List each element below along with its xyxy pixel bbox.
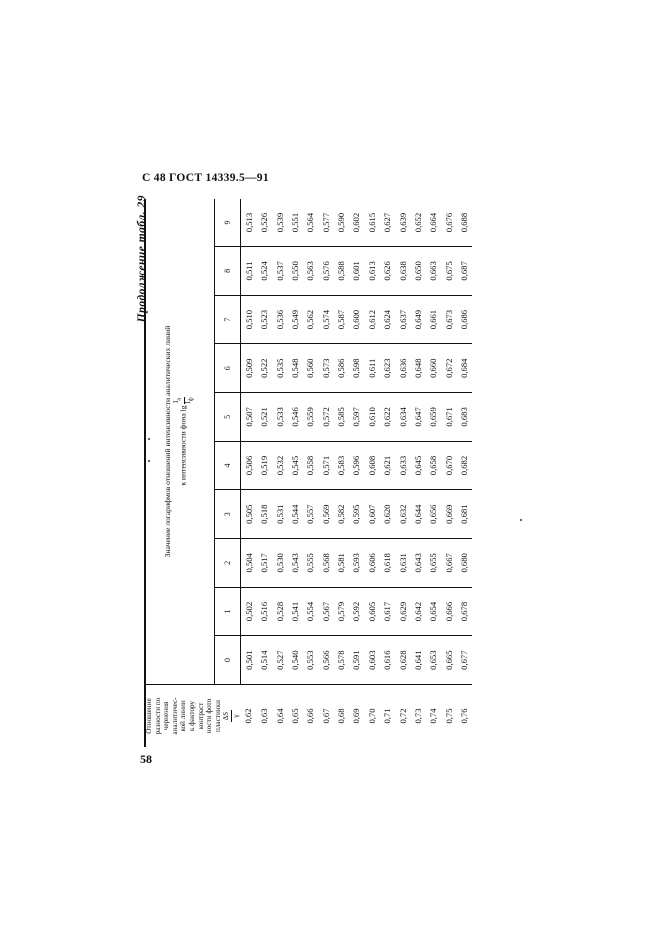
table-cell: 0,578 bbox=[333, 636, 348, 685]
table-cell: 0,506 bbox=[241, 441, 257, 490]
row-header-line: к фактору bbox=[187, 700, 196, 732]
table-cell: 0,555 bbox=[303, 539, 318, 588]
lg-den-symbol: I bbox=[183, 401, 192, 404]
table-row bbox=[241, 199, 257, 747]
table-cell: 0,673 bbox=[441, 295, 456, 344]
table-cell: 0,576 bbox=[318, 247, 333, 296]
table-cell: 0,568 bbox=[318, 539, 333, 588]
table-cell: 0,535 bbox=[272, 344, 287, 393]
table-cell: 0,509 bbox=[241, 344, 257, 393]
page-header: С 48 ГОСТ 14339.5—91 bbox=[142, 172, 269, 184]
table-cell: 0,684 bbox=[457, 344, 472, 393]
table-cell: 0,522 bbox=[256, 344, 271, 393]
row-label: 0,74 bbox=[426, 685, 441, 748]
table-cell: 0,650 bbox=[410, 247, 425, 296]
table-cell: 0,531 bbox=[272, 490, 287, 539]
table-cell: 0,596 bbox=[349, 441, 364, 490]
row-header-text bbox=[145, 685, 241, 747]
table-cell: 0,585 bbox=[333, 393, 348, 442]
table-cell: 0,511 bbox=[241, 247, 257, 296]
table-cell: 0,611 bbox=[364, 344, 379, 393]
table-cell: 0,647 bbox=[410, 393, 425, 442]
table-cell: 0,680 bbox=[457, 539, 472, 588]
table-cell: 0,569 bbox=[318, 490, 333, 539]
column-number-7: 7 bbox=[214, 295, 240, 344]
row-header-line: Отношение bbox=[145, 698, 153, 734]
table-cell: 0,663 bbox=[426, 247, 441, 296]
table-cell: 0,602 bbox=[351, 212, 362, 233]
row-label: 0,70 bbox=[364, 685, 379, 748]
table-cell: 0,622 bbox=[380, 393, 395, 442]
table-cell: 0,654 bbox=[426, 587, 441, 636]
table-cell: 0,615 bbox=[366, 212, 377, 233]
table-row bbox=[303, 199, 318, 747]
table-cell: 0,573 bbox=[318, 344, 333, 393]
row-header-line: чернения bbox=[162, 701, 171, 731]
table-cell: 0,577 bbox=[320, 212, 331, 233]
table-cell: 0,543 bbox=[287, 539, 302, 588]
table-cell: 0,536 bbox=[272, 295, 287, 344]
table-cell: 0,588 bbox=[333, 247, 348, 296]
table-body bbox=[241, 199, 472, 747]
table-cell: 0,618 bbox=[380, 539, 395, 588]
table-cell: 0,681 bbox=[457, 490, 472, 539]
row-header-line: аналитичес- bbox=[170, 697, 179, 735]
fraction-denominator: γ bbox=[231, 714, 240, 718]
table-cell: 0,539 bbox=[274, 212, 285, 233]
table-cell: 0,666 bbox=[441, 587, 456, 636]
table-cell: 0,549 bbox=[287, 295, 302, 344]
table-cell: 0,656 bbox=[426, 490, 441, 539]
table-cell: 0,633 bbox=[395, 441, 410, 490]
table-cell: 0,592 bbox=[349, 587, 364, 636]
table-cell: 0,574 bbox=[318, 295, 333, 344]
table-cell: 0,558 bbox=[303, 441, 318, 490]
table-row bbox=[426, 199, 441, 747]
row-header-fraction bbox=[222, 710, 240, 723]
table-cell: 0,676 bbox=[443, 212, 454, 233]
row-label: 0,62 bbox=[241, 685, 257, 748]
table-cell: 0,514 bbox=[256, 636, 271, 685]
lg-denominator bbox=[185, 397, 195, 403]
table-cell: 0,586 bbox=[333, 344, 348, 393]
table-cell: 0,678 bbox=[457, 587, 472, 636]
row-header-cell bbox=[145, 685, 241, 748]
table-cell: 0,545 bbox=[287, 441, 302, 490]
table-cell: 0,567 bbox=[318, 587, 333, 636]
table-cell: 0,507 bbox=[241, 393, 257, 442]
table-cell: 0,537 bbox=[272, 247, 287, 296]
row-label: 0,67 bbox=[318, 685, 333, 748]
group-header-line2-text: к интенсивности фона lg bbox=[179, 405, 189, 486]
table-cell: 0,554 bbox=[303, 587, 318, 636]
table-cell: 0,553 bbox=[303, 636, 318, 685]
table-cell: 0,591 bbox=[349, 636, 364, 685]
table-cell: 0,502 bbox=[241, 587, 257, 636]
table-cell: 0,548 bbox=[287, 344, 302, 393]
table-cell: 0,636 bbox=[395, 344, 410, 393]
table-cell: 0,532 bbox=[272, 441, 287, 490]
table-cell: 0,550 bbox=[287, 247, 302, 296]
table-cell: 0,634 bbox=[395, 393, 410, 442]
table-cell: 0,526 bbox=[259, 212, 270, 233]
table-row bbox=[380, 199, 395, 747]
table-cell: 0,600 bbox=[349, 295, 364, 344]
scan-speck bbox=[520, 519, 522, 521]
table-cell: 0,572 bbox=[318, 393, 333, 442]
table-cell: 0,513 bbox=[243, 212, 254, 233]
table-cell: 0,638 bbox=[395, 247, 410, 296]
row-label: 0,68 bbox=[333, 685, 348, 748]
table-cell: 0,603 bbox=[364, 636, 379, 685]
table-cell: 0,683 bbox=[457, 393, 472, 442]
table-cell: 0,517 bbox=[256, 539, 271, 588]
row-header-line: кой линии bbox=[179, 700, 188, 732]
table-cell: 0,605 bbox=[364, 587, 379, 636]
table-cell: 0,530 bbox=[272, 539, 287, 588]
table-cell: 0,564 bbox=[305, 212, 316, 233]
page-number: 58 bbox=[140, 752, 152, 766]
table-cell: 0,518 bbox=[256, 490, 271, 539]
table-row bbox=[256, 199, 271, 747]
column-number-8: 8 bbox=[214, 247, 240, 296]
table-cell: 0,655 bbox=[426, 539, 441, 588]
table-cell: 0,669 bbox=[441, 490, 456, 539]
column-number-3: 3 bbox=[214, 490, 240, 539]
table-cell: 0,546 bbox=[287, 393, 302, 442]
table-cell: 0,557 bbox=[303, 490, 318, 539]
table-cell: 0,645 bbox=[410, 441, 425, 490]
table-cell: 0,571 bbox=[318, 441, 333, 490]
table-cell: 0,658 bbox=[426, 441, 441, 490]
table-cell: 0,617 bbox=[380, 587, 395, 636]
table-cell: 0,533 bbox=[272, 393, 287, 442]
table-cell: 0,642 bbox=[410, 587, 425, 636]
table-row bbox=[441, 199, 456, 747]
table-cell: 0,686 bbox=[457, 295, 472, 344]
table-cell: 0,593 bbox=[349, 539, 364, 588]
table-row bbox=[364, 199, 379, 747]
table-cell: 0,606 bbox=[364, 539, 379, 588]
table-row bbox=[457, 199, 472, 747]
table-row bbox=[395, 199, 410, 747]
table-cell: 0,649 bbox=[410, 295, 425, 344]
table-cell: 0,587 bbox=[333, 295, 348, 344]
column-number-row bbox=[214, 199, 240, 747]
table-cell: 0,616 bbox=[380, 636, 395, 685]
lg-num-symbol: I bbox=[172, 400, 181, 403]
table-cell: 0,566 bbox=[318, 636, 333, 685]
table-cell: 0,540 bbox=[287, 636, 302, 685]
table-cell: 0,579 bbox=[333, 587, 348, 636]
table-cell: 0,624 bbox=[380, 295, 395, 344]
table-cell: 0,504 bbox=[241, 539, 257, 588]
row-label: 0,69 bbox=[349, 685, 364, 748]
table-cell: 0,582 bbox=[333, 490, 348, 539]
table-cell: 0,559 bbox=[303, 393, 318, 442]
row-header-line: пластинки bbox=[213, 700, 222, 732]
table-cell: 0,544 bbox=[287, 490, 302, 539]
table-row bbox=[287, 199, 302, 747]
column-number-6: 6 bbox=[214, 344, 240, 393]
table-cell: 0,519 bbox=[256, 441, 271, 490]
row-label: 0,76 bbox=[457, 685, 472, 748]
column-number-0: 0 bbox=[214, 636, 240, 685]
table-cell: 0,653 bbox=[426, 636, 441, 685]
table-cell: 0,687 bbox=[457, 247, 472, 296]
table-cell: 0,667 bbox=[441, 539, 456, 588]
table-cell: 0,628 bbox=[395, 636, 410, 685]
table-cell: 0,632 bbox=[395, 490, 410, 539]
table-cell: 0,528 bbox=[272, 587, 287, 636]
table-cell: 0,623 bbox=[380, 344, 395, 393]
table-cell: 0,682 bbox=[457, 441, 472, 490]
table-cell: 0,610 bbox=[364, 393, 379, 442]
table-row bbox=[349, 199, 364, 747]
lg-den-subscript: ф bbox=[188, 397, 195, 402]
data-table bbox=[145, 199, 472, 747]
table-row bbox=[318, 199, 333, 747]
table-cell: 0,523 bbox=[256, 295, 271, 344]
table-cell: 0,613 bbox=[364, 247, 379, 296]
table-cell: 0,675 bbox=[441, 247, 456, 296]
row-header-line: ности фото bbox=[205, 698, 214, 734]
table-cell: 0,598 bbox=[349, 344, 364, 393]
table-cell: 0,608 bbox=[364, 441, 379, 490]
table-cell: 0,677 bbox=[457, 636, 472, 685]
row-label: 0,63 bbox=[256, 685, 271, 748]
table-bottom-rule bbox=[145, 199, 146, 747]
row-label: 0,71 bbox=[380, 685, 395, 748]
row-label: 0,65 bbox=[287, 685, 302, 748]
table-cell: 0,597 bbox=[349, 393, 364, 442]
table-cell: 0,652 bbox=[413, 212, 424, 233]
table-cell: 0,621 bbox=[380, 441, 395, 490]
table-cell: 0,541 bbox=[287, 587, 302, 636]
row-header-line: контраст bbox=[196, 702, 205, 730]
table-cell: 0,620 bbox=[380, 490, 395, 539]
table-cell: 0,672 bbox=[441, 344, 456, 393]
table-cell: 0,688 bbox=[459, 212, 470, 233]
table-cell: 0,516 bbox=[256, 587, 271, 636]
table-cell: 0,521 bbox=[256, 393, 271, 442]
table-cell: 0,626 bbox=[380, 247, 395, 296]
group-header-line2 bbox=[173, 199, 195, 684]
table-cell: 0,643 bbox=[410, 539, 425, 588]
lg-num-subscript: a bbox=[176, 397, 183, 401]
table-cell: 0,659 bbox=[426, 393, 441, 442]
table-cell: 0,661 bbox=[426, 295, 441, 344]
table-cell: 0,639 bbox=[397, 212, 408, 233]
table-cell: 0,660 bbox=[426, 344, 441, 393]
column-number-5: 5 bbox=[214, 393, 240, 442]
fraction-numerator: ΔS bbox=[222, 711, 231, 721]
table-cell: 0,637 bbox=[395, 295, 410, 344]
table-row bbox=[272, 199, 287, 747]
table-cell: 0,644 bbox=[410, 490, 425, 539]
group-header-line1: Значение логарифмов отношений интенсивности аналитических линий bbox=[163, 325, 173, 558]
table-cell: 0,524 bbox=[256, 247, 271, 296]
column-number-9: 9 bbox=[214, 199, 240, 247]
table-cell: 0,560 bbox=[303, 344, 318, 393]
column-number-1: 1 bbox=[214, 587, 240, 636]
table-cell: 0,627 bbox=[382, 212, 393, 233]
table-cell: 0,510 bbox=[241, 295, 257, 344]
table-cell: 0,583 bbox=[333, 441, 348, 490]
rotated-table-block bbox=[136, 195, 470, 747]
table-cell: 0,590 bbox=[336, 212, 347, 233]
table-cell: 0,505 bbox=[241, 490, 257, 539]
lg-fraction bbox=[173, 397, 195, 403]
table-cell: 0,551 bbox=[289, 212, 300, 233]
row-label: 0,72 bbox=[395, 685, 410, 748]
table-cell: 0,641 bbox=[410, 636, 425, 685]
row-label: 0,73 bbox=[410, 685, 425, 748]
table-cell: 0,664 bbox=[428, 212, 439, 233]
continuation-title: Продолжение табл. 29 bbox=[136, 195, 148, 323]
table-cell: 0,601 bbox=[349, 247, 364, 296]
table-cell: 0,631 bbox=[395, 539, 410, 588]
table-cell: 0,648 bbox=[410, 344, 425, 393]
column-number-4: 4 bbox=[214, 441, 240, 490]
table-cell: 0,562 bbox=[303, 295, 318, 344]
row-label: 0,66 bbox=[303, 685, 318, 748]
table-row bbox=[333, 199, 348, 747]
row-header-line: разности по bbox=[153, 697, 162, 735]
table-cell: 0,670 bbox=[441, 441, 456, 490]
table-cell: 0,563 bbox=[303, 247, 318, 296]
table-cell: 0,665 bbox=[441, 636, 456, 685]
table-cell: 0,527 bbox=[272, 636, 287, 685]
table-cell: 0,581 bbox=[333, 539, 348, 588]
group-header bbox=[145, 199, 214, 685]
table-cell: 0,612 bbox=[364, 295, 379, 344]
row-label: 0,64 bbox=[272, 685, 287, 748]
table-cell: 0,607 bbox=[364, 490, 379, 539]
row-label: 0,75 bbox=[441, 685, 456, 748]
table-row bbox=[410, 199, 425, 747]
table-cell: 0,671 bbox=[441, 393, 456, 442]
column-number-2: 2 bbox=[214, 539, 240, 588]
table-cell: 0,629 bbox=[395, 587, 410, 636]
table-cell: 0,595 bbox=[349, 490, 364, 539]
table-cell: 0,501 bbox=[241, 636, 257, 685]
